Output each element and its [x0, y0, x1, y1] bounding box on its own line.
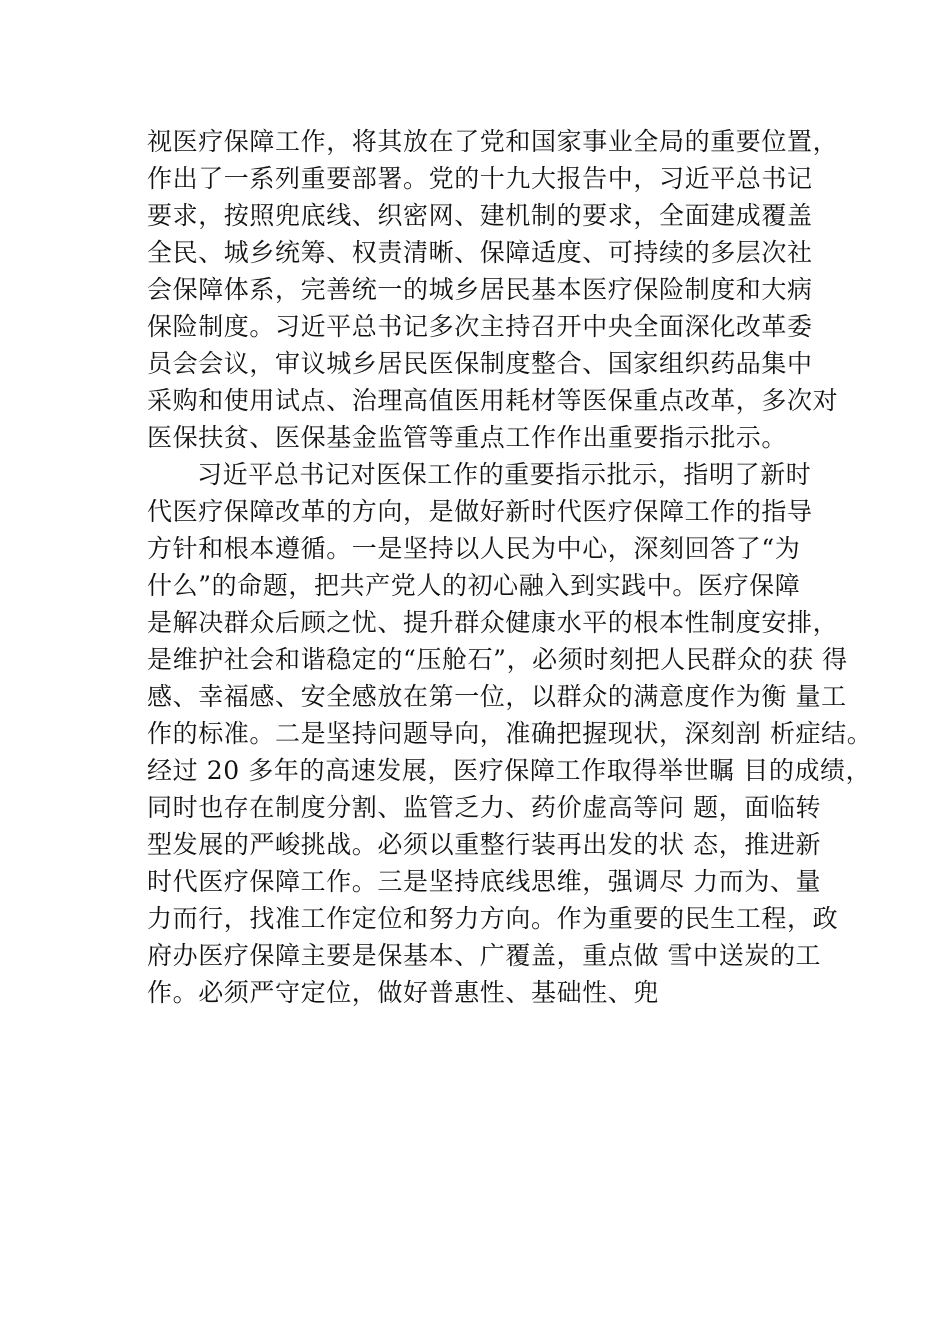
text-line-20: 型发展的严峻挑战。必须以重整行装再出发的状 态，推进新 [147, 830, 822, 859]
text-line-22: 力而行，找准工作定位和努力方向。作为重要的民生工程，政 [147, 904, 839, 933]
text-line-5: 会保障体系，完善统一的城乡居民基本医疗保险制度和大病 [147, 275, 813, 304]
text-line-4: 全民、城乡统筹、权责清晰、保障适度、可持续的多层次社 [147, 238, 813, 267]
text-line-6: 保险制度。习近平总书记多次主持召开中央全面深化改革委 [147, 312, 813, 341]
text-line-13: 什么”的命题，把共产党人的初心融入到实践中。医疗保障 [147, 571, 801, 600]
text-line-16: 感、幸福感、安全感放在第一位，以群众的满意度作为衡 量工 [147, 682, 847, 711]
text-line-15: 是维护社会和谐稳定的“压舱石”，必须时刻把人民群众的获 得 [147, 645, 848, 674]
text-line-24: 作。必须严守定位，做好普惠性、基础性、兜 [147, 978, 660, 1007]
text-line-19: 同时也存在制度分割、监管乏力、药价虚高等问 题，面临转 [147, 793, 822, 822]
text-line-14: 是解决群众后顾之忧、提升群众健康水平的根本性制度安排， [147, 608, 839, 637]
text-line-21: 时代医疗保障工作。三是坚持底线思维，强调尽 力而为、量 [147, 867, 822, 896]
text-line-12: 方针和根本遵循。一是坚持以人民为中心，深刻回答了“为 [147, 534, 801, 563]
text-line-10: 习近平总书记对医保工作的重要指示批示，指明了新时 [197, 460, 812, 489]
text-line-9: 医保扶贫、医保基金监管等重点工作作出重要指示批示。 [147, 423, 788, 452]
text-line-3: 要求，按照兜底线、织密网、建机制的要求，全面建成覆盖 [147, 201, 813, 230]
text-line-11: 代医疗保障改革的方向，是做好新时代医疗保障工作的指导 [147, 497, 813, 526]
text-line-17: 作的标准。二是坚持问题导向，准确把握现状，深刻剖 析症结。 [147, 719, 873, 748]
text-line-18: 经过 20 多年的高速发展，医疗保障工作取得举世瞩 目的成绩， [147, 756, 872, 785]
text-line-7: 员会会议，审议城乡居民医保制度整合、国家组织药品集中 [147, 349, 813, 378]
text-line-2: 作出了一系列重要部署。党的十九大报告中，习近平总书记 [147, 164, 813, 193]
text-line-23: 府办医疗保障主要是保基本、广覆盖，重点做 雪中送炭的工 [147, 941, 822, 970]
text-line-8: 采购和使用试点、治理高值医用耗材等医保重点改革，多次对 [147, 386, 839, 415]
text-line-1: 视医疗保障工作，将其放在了党和国家事业全局的重要位置， [147, 127, 839, 156]
